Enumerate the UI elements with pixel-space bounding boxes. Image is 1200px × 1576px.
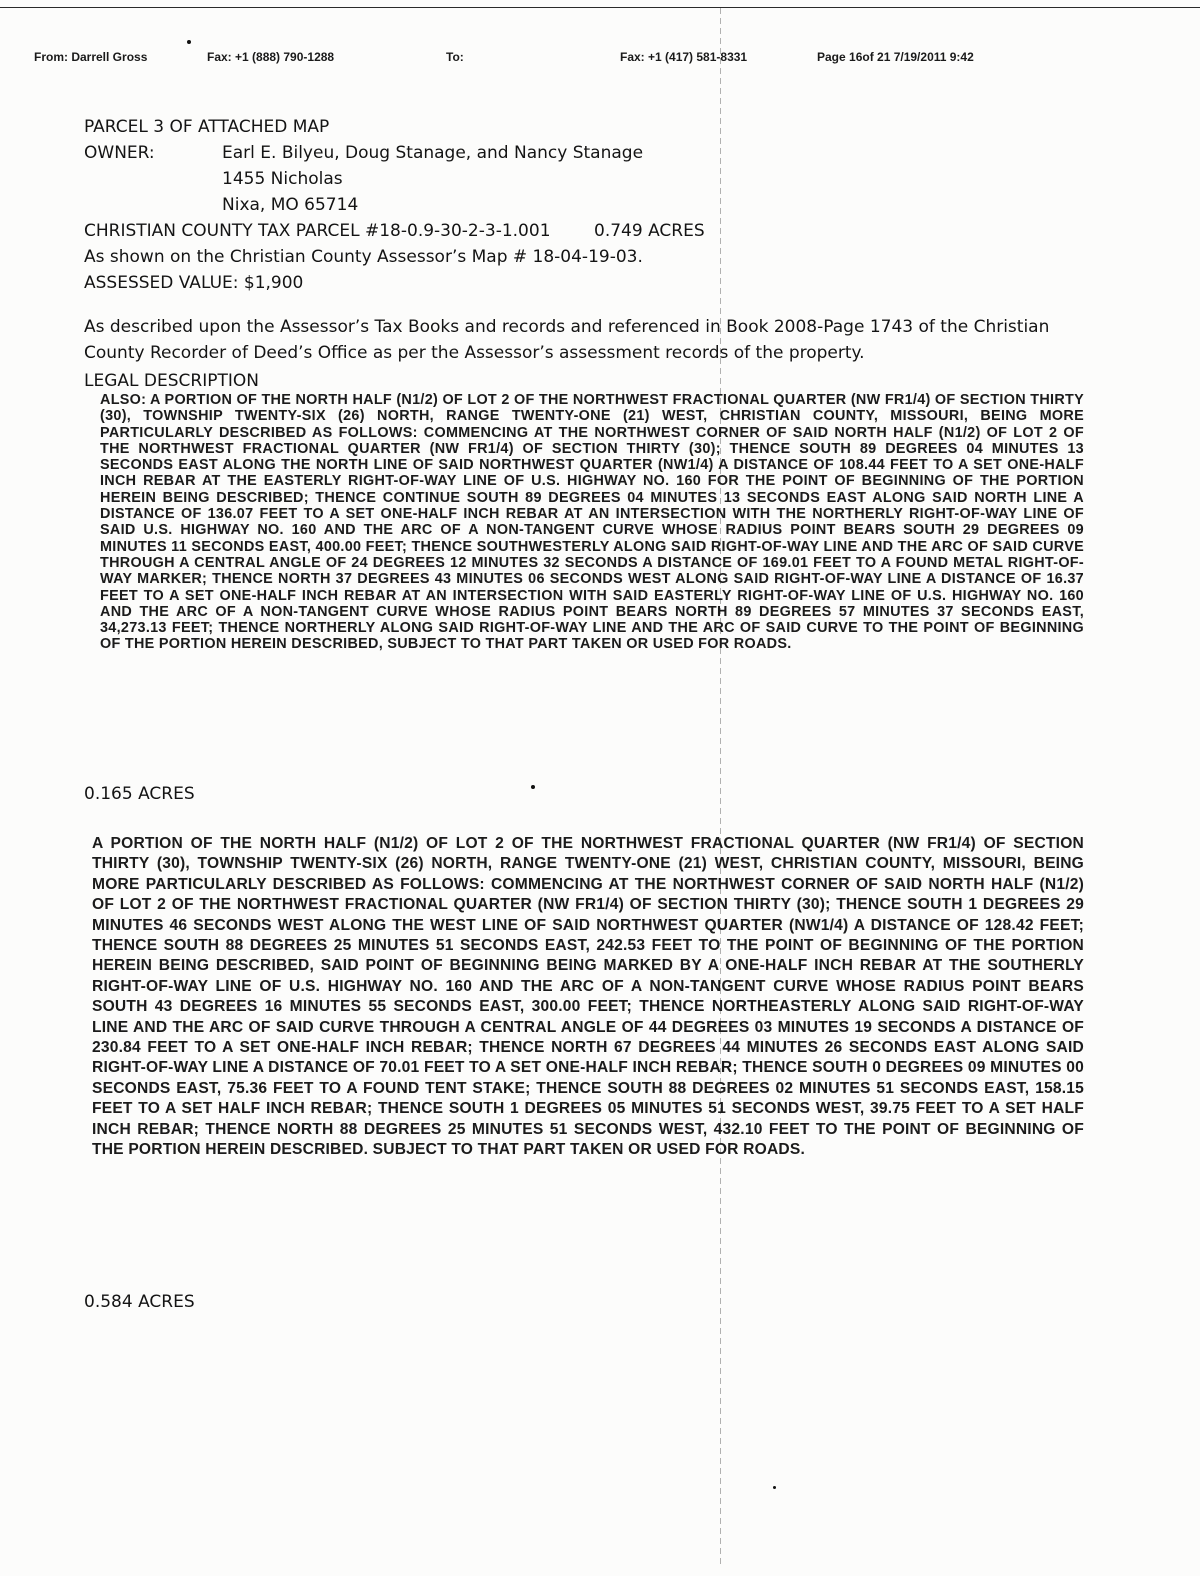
scan-speck (531, 785, 535, 789)
top-rule (0, 7, 1200, 8)
tax-parcel-row (84, 218, 1124, 244)
acres-label-1: 0.165 ACRES (84, 784, 195, 804)
assessed-value: ASSESSED VALUE: $1,900 (84, 273, 304, 293)
fax-header (34, 50, 1174, 72)
total-acres: 0.749 ACRES (594, 221, 705, 241)
legal-heading: LEGAL DESCRIPTION (84, 371, 259, 391)
owner-address-city: Nixa, MO 65714 (222, 195, 359, 215)
owner-row (84, 140, 1124, 166)
owner-label: OWNER: (84, 143, 155, 163)
legal-description-1: ALSO: A PORTION OF THE NORTH HALF (N1/2) OF LOT 2 OF THE NORTHWEST FRACTIONAL QUARTER (NW FR1/4) OF SECTION THIRTY (30), TOWNSHIP TWENTY-SIX (26) NORTH, RANGE TWENTY-ONE (21) WEST, CHRISTIAN COUNTY, MISSOURI, BEING MORE PARTICULARLY DESCRIBED AS FOLLOWS: COMMENCING AT THE NORTHWEST CORNER OF SAID NORTH HALF (N1/2) OF LOT 2 OF THE NORTHWEST FRACTIONAL QUARTER (NW FR1/4) OF SECTION THIRTY (30); THENCE SOUTH 89 DEGREES 04 MINUTES 13 SECONDS EAST ALONG THE NORTH LINE OF SAID NORTHWEST QUARTER (NW1/4) A DISTANCE OF 108.44 FEET TO A SET ONE-HALF INCH REBAR AT THE EASTERLY RIGHT-OF-WAY LINE OF U.S. HIGHWAY NO. 160 FOR THE POINT OF BEGINNING OF THE PORTION HEREIN BEING DESCRIBED; THENCE CONTINUE SOUTH 89 DEGREES 04 MINUTES 13 SECONDS EAST ALONG SAID NORTH LINE A DISTANCE OF 136.07 FEET TO A SET ONE-HALF INCH REBAR AT AN INTERSECTION WITH THE NORTHERLY RIGHT-OF-WAY LINE OF SAID U.S. HIGHWAY NO. 160 AND THE ARC OF A NON-TANGENT CURVE WHOSE RADIUS POINT BEARS SOUTH 29 DEGREES 09 MINUTES 11 SECONDS EAST, 400.00 FEET; THENCE SOUTHWESTERLY ALONG SAID RIGHT-OF-WAY LINE AND THE ARC OF SAID CURVE THROUGH A CENTRAL ANGLE OF 24 DEGREES 12 MINUTES 32 SECONDS A DISTANCE OF 169.01 FEET TO A FOUND METAL RIGHT-OF-WAY MARKER; THENCE NORTH 37 DEGREES 43 MINUTES 06 SECONDS WEST ALONG SAID RIGHT-OF-WAY LINE A DISTANCE OF 16.37 FEET TO A SET ONE-HALF INCH REBAR AT AN INTERSECTION WITH SAID EASTERLY RIGHT-OF-WAY LINE OF U.S. HIGHWAY NO. 160 AND THE ARC OF A NON-TANGENT CURVE WHOSE RADIUS POINT BEARS NORTH 89 DEGREES 57 MINUTES 37 SECONDS EAST, 34,273.13 FEET; THENCE NORTHERLY ALONG SAID RIGHT-OF-WAY LINE AND THE ARC OF SAID CURVE TO THE POINT OF BEGINNING OF THE PORTION HEREIN DESCRIBED, SUBJECT TO THAT PART TAKEN OR USED FOR ROADS. (100, 392, 1084, 653)
assessor-map: As shown on the Christian County Assessor’s Map # 18-04-19-03. (84, 247, 643, 267)
legal-description-2: A PORTION OF THE NORTH HALF (N1/2) OF LOT 2 OF THE NORTHWEST FRACTIONAL QUARTER (NW FR1/4) OF SECTION THIRTY (30), TOWNSHIP TWENTY-SIX (26) NORTH, RANGE TWENTY-ONE (21) WEST, CHRISTIAN COUNTY, MISSOURI, BEING MORE PARTICULARLY DESCRIBED AS FOLLOWS: COMMENCING AT THE NORTHWEST CORNER OF SAID NORTH HALF (N1/2) OF LOT 2 OF THE NORTHWEST FRACTIONAL QUARTER (NW FR1/4) OF SECTION THIRTY (30); THENCE SOUTH 1 DEGREES 29 MINUTES 46 SECONDS WEST ALONG THE WEST LINE OF SAID NORTHWEST QUARTER (NW1/4) A DISTANCE OF 128.42 FEET; THENCE SOUTH 88 DEGREES 25 MINUTES 51 SECONDS EAST, 242.53 FEET TO THE POINT OF BEGINNING OF THE PORTION HEREIN BEING DESCRIBED, SAID POINT OF BEGINNING BEING MARKED BY A ONE-HALF INCH REBAR AT THE SOUTHERLY RIGHT-OF-WAY LINE OF U.S. HIGHWAY NO. 160 AND THE ARC OF A NON-TANGENT CURVE WHOSE RADIUS POINT BEARS SOUTH 43 DEGREES 16 MINUTES 55 SECONDS EAST, 300.00 FEET; THENCE NORTHEASTERLY ALONG SAID RIGHT-OF-WAY LINE AND THE ARC OF SAID CURVE THROUGH A CENTRAL ANGLE OF 44 DEGREES 03 MINUTES 19 SECONDS A DISTANCE OF 230.84 FEET TO A SET ONE-HALF INCH REBAR; THENCE NORTH 67 DEGREES 44 MINUTES 26 SECONDS EAST ALONG SAID RIGHT-OF-WAY LINE A DISTANCE OF 70.01 FEET TO A SET ONE-HALF INCH REBAR; THENCE SOUTH 0 DEGREES 09 MINUTES 00 SECONDS EAST, 75.36 FEET TO A FOUND TENT STAKE; THENCE SOUTH 88 DEGREES 02 MINUTES 51 SECONDS EAST, 158.15 FEET TO A SET HALF INCH REBAR; THENCE SOUTH 1 DEGREES 05 MINUTES 51 SECONDS WEST, 39.75 FEET TO A SET HALF INCH REBAR; THENCE NORTH 88 DEGREES 25 MINUTES 51 SECONDS WEST, 432.10 FEET TO THE POINT OF BEGINNING OF THE PORTION HEREIN DESCRIBED. SUBJECT TO THAT PART TAKEN OR USED FOR ROADS. (92, 835, 1084, 1159)
scan-speck (773, 1486, 776, 1489)
fax-from-number: Fax: +1 (888) 790-1288 (207, 50, 335, 64)
parcel-block (84, 114, 1124, 296)
scan-speck (187, 40, 191, 44)
parcel-title: PARCEL 3 OF ATTACHED MAP (84, 117, 330, 137)
reference-paragraph: As described upon the Assessor’s Tax Books and records and referenced in Book 2008-Page 1743 of the Christian County Recorder of Deed’s Office as per the Assessor’s assessment records of the property. (84, 317, 1050, 363)
fax-to-number: Fax: +1 (417) 581-8331 (620, 50, 748, 64)
fax-to: To: (446, 50, 464, 64)
fax-page-info: Page 16of 21 7/19/2011 9:42 (817, 50, 974, 64)
owner-names: Earl E. Bilyeu, Doug Stanage, and Nancy Stanage (222, 143, 644, 163)
fax-from: From: Darrell Gross (34, 50, 148, 64)
owner-address-street: 1455 Nicholas (222, 169, 343, 189)
acres-label-2: 0.584 ACRES (84, 1292, 195, 1312)
tax-parcel: CHRISTIAN COUNTY TAX PARCEL #18-0.9-30-2-3-1.001 (84, 221, 551, 241)
